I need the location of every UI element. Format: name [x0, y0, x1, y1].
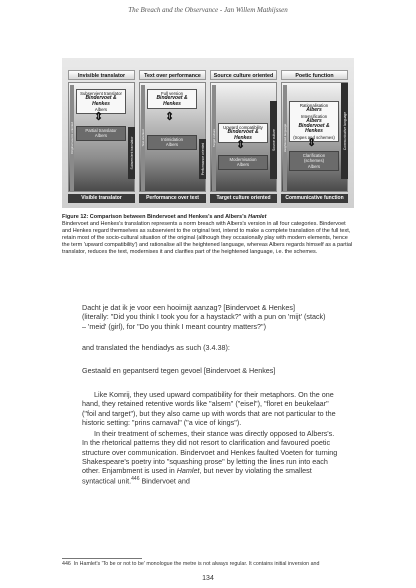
column-title: Text over performance [139, 70, 206, 80]
quote-line: Dacht je dat ik je voor een hooimijt aanzag? [Bindervoet & Henkes] [82, 303, 295, 312]
double-arrow-icon: ⇕ [94, 111, 104, 123]
box-line: Albers [94, 106, 108, 112]
left-bar-label: Target culture [212, 128, 216, 148]
column-left-bar [283, 85, 287, 191]
figure-column-poetic-function [281, 70, 348, 202]
paragraph-italic: Hamlet [176, 466, 200, 476]
caption-title-text: Figure 12: Comparison between Bindervoet and Henkes's and Albers's [62, 214, 249, 220]
column-body [210, 82, 277, 192]
box-line: Albers [307, 163, 321, 169]
column-title: Invisible translator [68, 70, 135, 80]
box-line: Modernisation [229, 157, 257, 162]
caption-title-italic: Hamlet [248, 214, 267, 220]
mid-box [218, 155, 268, 170]
column-footer: Visible translator [68, 194, 135, 203]
box-line: Intimidation [161, 137, 183, 142]
box-line: Bindervoet & Henkes [156, 95, 188, 107]
figure-column-source-culture [210, 70, 277, 202]
quote-block-2: Gestaald en gepantserd tegen gevoel [Bindervoet & Henkes] [82, 366, 276, 375]
figure-column-text-over-performance [139, 70, 206, 202]
footnote-divider [62, 558, 142, 559]
left-bar-label: Original source oriented [70, 122, 74, 154]
column-title: Poetic function [281, 70, 348, 80]
top-box [289, 101, 339, 142]
box-line: Subservient translator [80, 91, 122, 96]
column-title: Source culture oriented [210, 70, 277, 80]
box-line: Albers [306, 117, 322, 124]
body-line: and translated the hendiadys as such (3.4.38): [82, 343, 230, 352]
mid-box [289, 151, 339, 171]
column-footer: Target culture oriented [210, 194, 277, 203]
paragraph-text: , but never by violating the smallest syntactical unit. [82, 466, 312, 486]
column-footer: Performance over text [139, 194, 206, 203]
page-number: 134 [202, 575, 214, 582]
top-box [147, 89, 197, 109]
column-body [139, 82, 206, 192]
box-line: Albers [236, 162, 250, 168]
column-body [68, 82, 135, 192]
quote-line: – 'meid' (girl), for "Do you think I meant country matters?") [82, 321, 267, 331]
side-bar-label: Performance oriented [200, 142, 205, 176]
paragraph-text: Bindervoet and [139, 476, 190, 486]
box-line: (tropes and schemes) [293, 134, 335, 140]
column-side-bar [128, 127, 135, 179]
side-bar-label: Source culture [271, 129, 276, 151]
caption-title [62, 214, 354, 221]
left-bar-label: Heightened language [283, 123, 287, 153]
column-footer: Communicative function [281, 194, 348, 203]
quote-line: (literally: "Did you think I took you for a haystack?" with a pun on 'mijt' (stack) [82, 312, 326, 322]
figure-column-invisible-translator [68, 70, 135, 202]
column-body [281, 82, 348, 192]
side-bar-label: Communicative language [342, 111, 347, 151]
double-arrow-icon: ⇕ [236, 139, 246, 151]
column-side-bar [270, 101, 277, 179]
box-line: (schemes) [303, 158, 325, 164]
body-paragraph-1: Like Komrij, they used upward compatibility for their metaphors. On the one hand, they retained retentive words like "alsem" ("eisel"), "floret en beukelaar" ("foil and target"), but they also came up with words that are not particular to the historic setting: "prins carnaval" ("a vice of kings"). [82, 390, 336, 427]
box-line: Albers [94, 133, 108, 139]
box-line: Clarification [302, 153, 326, 158]
column-left-bar [141, 85, 145, 191]
footnote-ref: 446 [131, 476, 140, 483]
paragraph-text: In their treatment of schemes, their stance was directly opposed to Albers's. In the rhetorical patterns they did not resort to clarification and favoured poetic structure over communication. Bindervoet and Henkes faulted Voeten for turning Shakespeare's poetry into "squashing prose" by letting the lines run into each other. Enjambment is used in [82, 429, 338, 476]
footnote-number: 446 [62, 561, 71, 567]
double-arrow-icon: ⇕ [165, 111, 175, 123]
column-side-bar [199, 139, 206, 179]
comparison-figure [62, 58, 354, 208]
caption-text: Bindervoet and Henkes's translation represents a norm breach with Albers's version in all four categories. Bindervoet and Henkes regard themselves as subservient to the original text, intend to make a complete translation of the full text, retain most of the socio-cultural situation of the original (although they occasionally play with modern elements, hence the term 'upward compatibility') and rationalise all the heightened language, whereas Albers regards himself as a partial translator, reduces the text, modernises it and clarifies part of the heightened language, i.e. the schemes. [62, 221, 353, 255]
box-line: Albers [306, 107, 322, 114]
box-line: Partial translator [85, 128, 117, 133]
column-left-bar [70, 85, 74, 191]
mid-box [76, 126, 126, 141]
side-bar-label: Subservient translator [129, 136, 134, 170]
box-line: Bindervoet & Henkes [227, 129, 259, 141]
box-line: Albers [165, 142, 179, 148]
running-header: The Breach and the Observance - Jan Willem Mathijssen [128, 6, 288, 14]
quote-block-1 [82, 303, 342, 331]
box-line: Rationalisation [299, 103, 329, 108]
column-left-bar [212, 85, 216, 191]
box-line: Upward compatibility [223, 125, 263, 130]
body-paragraph-2 [82, 429, 342, 486]
box-line: Bindervoet & Henkes [85, 95, 117, 107]
figure-caption [62, 214, 354, 256]
footnote-text: In Hamlet's 'To be or not to be' monologue the metre is not always regular. It contains initial inversion and [73, 561, 320, 567]
footnote [62, 561, 362, 567]
left-bar-label: Text oriented [141, 129, 145, 147]
mid-box [147, 135, 197, 150]
box-line: Bindervoet & Henkes [298, 123, 330, 135]
box-line: Full version [161, 91, 183, 96]
double-arrow-icon: ⇕ [307, 137, 317, 149]
box-line: Intensification [300, 113, 328, 119]
column-side-bar [341, 83, 348, 179]
